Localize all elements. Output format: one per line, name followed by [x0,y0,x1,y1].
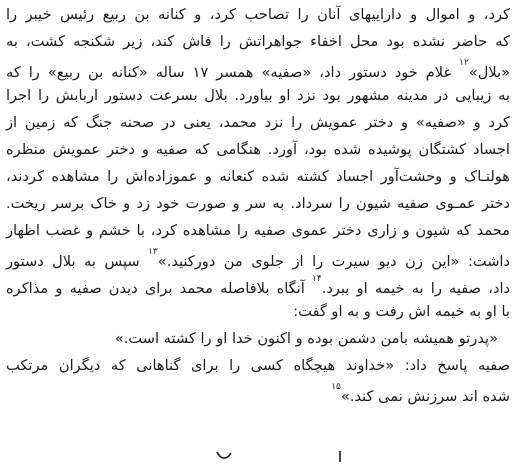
text-run: کرد، و اموال و داراییهای آنان را تصاحب کرد، و کنانه بن ربیع رئیس خیبر را [6,6,510,23]
text-run: که حاضر نشده بود محل اخفاء جواهراتش را فاش کند، زیر شکنجه کشت، به [6,33,510,50]
text-line-14 [6,353,510,379]
text-line-2 [6,29,510,55]
text-run: داد، صفیه را به خیمه او ببرد. [321,279,510,297]
text-run: محمد که شیون و زاری دختر عموی صفیه را مشاهده کرد، با خشم و غضب اظهار [6,222,510,239]
text-run: دختر عمـوی صفیه شیون را سرداد. به سر و صورت خود زد و خاک برسر ریخت. [6,195,510,212]
text-run: شده اند سرزنش نمی کند.» [340,387,510,405]
text-line-12 [6,299,510,325]
text-run: سپس به بلال دستور [6,252,149,270]
text-run: آنگاه بلافاصله محمد برای دیدن صفیه و مذاکره [6,279,313,297]
text-run: «بلال» [468,63,511,81]
text-run: «پدرتو همیشه بامن دشمن بوده و اکنون خدا او را کشته است.» [114,330,498,347]
text-line-5 [6,110,510,136]
text-run: با او به خیمه اش رفت و به او گفت: [293,303,510,320]
text-line-8 [6,191,510,217]
text-line-15 [6,380,510,406]
text-line-10 [6,245,510,271]
text-line-9 [6,218,510,244]
cropped-text-fragment [330,450,350,464]
footnote-marker: ۱۴ [312,274,322,284]
cropped-text-fragment [214,450,234,464]
text-run: کرد و «صفیه» و دختر عمویش را نزد محمد، یعنی در صحنه جنگ که زمین از [6,114,510,131]
text-run: صفیه پاسخ داد: «خداوند هیچگاه کسی را برای گناهانی که دیگران مرتکب [6,357,510,374]
footnote-marker: ۱۳ [148,247,158,257]
text-run: غلام خود دستور داد، «صفیه» همسر ۱۷ ساله «کنانه بن ربیع» را که [6,63,452,81]
footnote-marker: ۱۲ [459,58,469,68]
text-line-4 [6,83,510,109]
text-run: اجساد کشتگان پوشیده شده بود، آورد. هنگامی که صفیه و دختر عمویش منظره [6,141,510,158]
footnote-marker: ۱۵ [331,382,341,392]
text-run: داشت: «این زن دیو سیرت را از جلوی من دورکنید.» [157,252,510,270]
text-line-7 [6,164,510,190]
text-line-11 [6,272,510,298]
text-run: به زیبایی در مدینه مشهور بود نزد او بیاورد. بلال بسرعت دستور اربابش را اجرا [6,87,510,104]
text-line-3 [6,56,510,82]
text-run: هولنـاک و وحشت‌آور اجساد کشته شده کنعانه و عموزاده‌اش را مشاهده کردند، [6,168,510,185]
text-line-13 [6,326,498,352]
text-line-6 [6,137,510,163]
text-line-1 [6,2,510,28]
